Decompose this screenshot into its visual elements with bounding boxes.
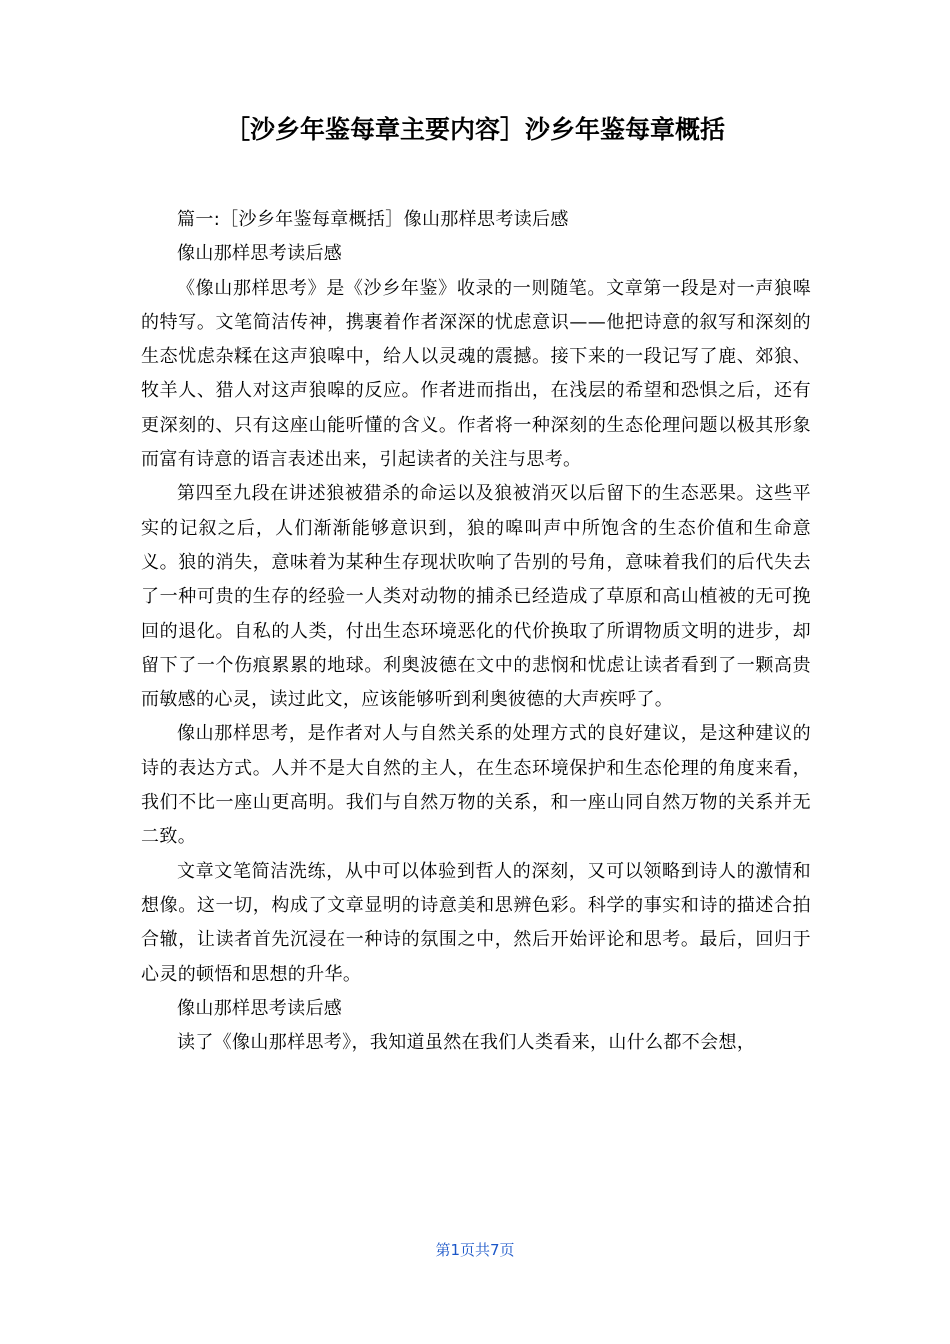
body-paragraph: 文章文笔简洁洗练，从中可以体验到哲人的深刻，又可以领略到诗人的激情和想像。这一切，构成了文章显明的诗意美和思辨色彩。科学的事实和诗的描述合拍合辙，让读者首先沉浸在一种诗的氛围之中，然后开始评论和思考。最后，回归于心灵的顿悟和思想的升华。 — [141, 860, 811, 985]
body-paragraph: 读了《像山那样思考》，我知道虽然在我们人类看来，山什么都不会想， — [177, 1032, 756, 1054]
subsection-heading: 像山那样思考读后感 — [177, 243, 343, 265]
body-paragraph: 像山那样思考，是作者对人与自然关系的处理方式的良好建议，是这种建议的诗的表达方式。人并不是大自然的主人，在生态环境保护和生态伦理的角度来看，我们不比一座山更高明。我们与自然万物的关系，和一座山同自然万物的关系并无二致。 — [141, 723, 811, 848]
document-body — [141, 203, 811, 1060]
document-title: ［沙乡年鉴每章主要内容］沙乡年鉴每章概括 — [224, 115, 725, 144]
subsection-heading: 像山那样思考读后感 — [177, 997, 343, 1019]
section-heading: 篇一:［沙乡年鉴每章概括］像山那样思考读后感 — [177, 209, 569, 230]
body-paragraph: 第四至九段在讲述狼被猎杀的命运以及狼被消灭以后留下的生态恶果。这些平实的记叙之后，人们渐渐能够意识到，狼的嗥叫声中所饱含的生态价值和生命意义。狼的消失，意味着为某种生存现状吹响了告别的号角，意味着我们的后代失去了一种可贵的生存的经验一人类对动物的捕杀已经造成了草原和高山植被的无可挽回的退化。自私的人类，付出生态环境恶化的代价换取了所谓物质文明的进步，却留下了一个伤痕累累的地球。利奥波德在文中的悲悯和忧虑让读者看到了一颗高贵而敏感的心灵，读过此文，应该能够听到利奥彼德的大声疾呼了。 — [141, 483, 811, 711]
body-paragraph: 《像山那样思考》是《沙乡年鉴》收录的一则随笔。文章第一段是对一声狼嗥的特写。文笔简洁传神，携裹着作者深深的忧虑意识——他把诗意的叙写和深刻的生态忧虑杂糅在这声狼嗥中，给人以灵魂的震撼。接下来的一段记写了鹿、郊狼、牧羊人、猎人对这声狼嗥的反应。作者进而指出，在浅层的希望和恐惧之后，还有更深刻的、只有这座山能听懂的含义。作者将一种深刻的生态伦理问题以极其形象而富有诗意的语言表述出来，引起读者的关注与思考。 — [141, 277, 811, 471]
page-number-footer: 第1页共7页 — [435, 1241, 515, 1259]
